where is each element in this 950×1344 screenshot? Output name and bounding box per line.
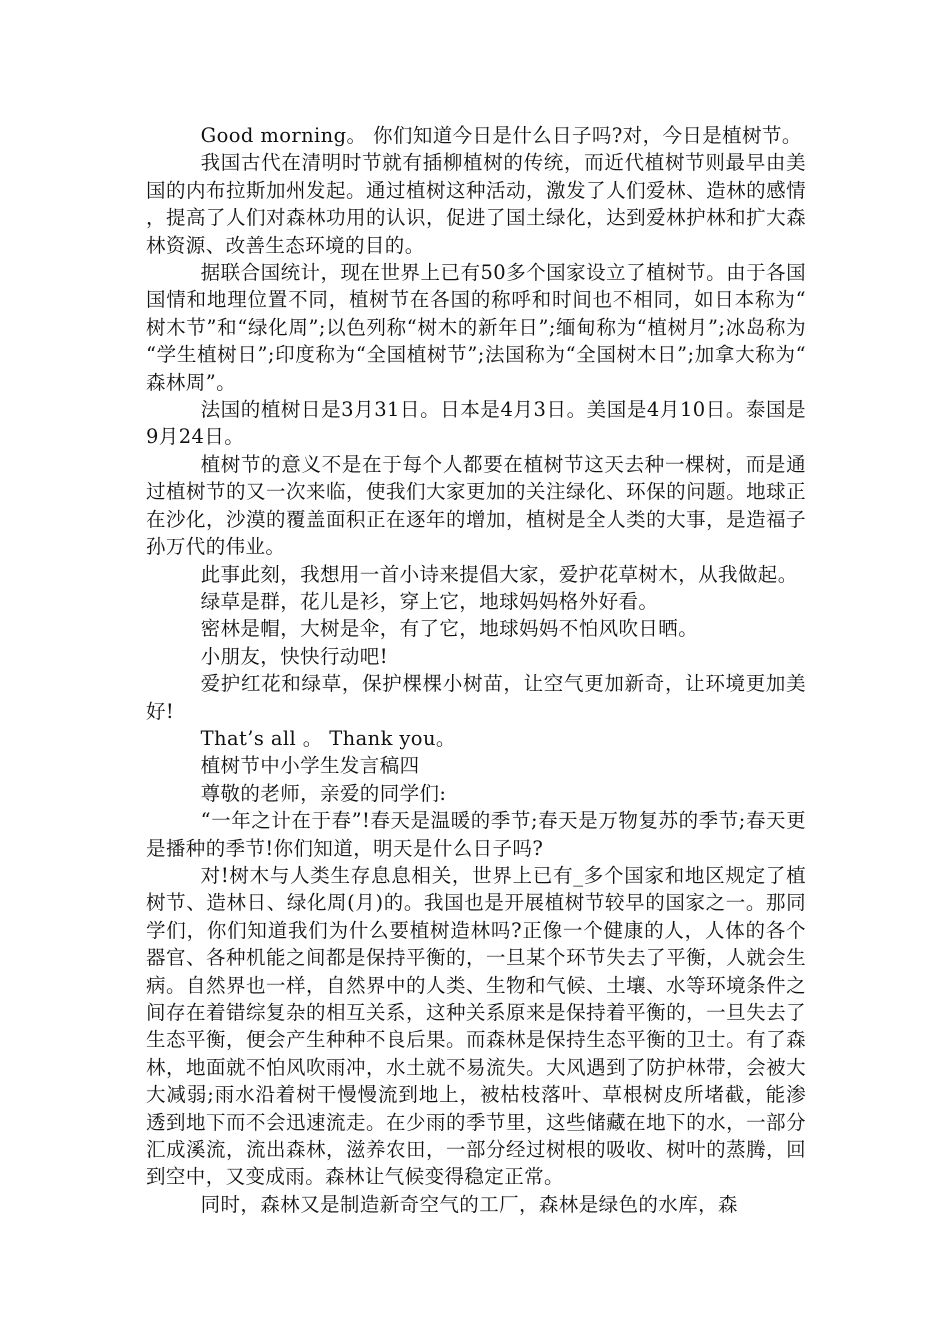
paragraph-forest-air: 同时，森林又是制造新奇空气的工厂，森林是绿色的水库，森 [200, 1192, 738, 1216]
section-title: 植树节中小学生发言稿四 [200, 754, 420, 778]
poem-line: 爱护红花和绿草，保护棵棵小树苗，让空气更加新奇，让环境更加美好! [146, 672, 806, 723]
poem-line: 绿草是群，花儿是衫，穿上它，地球妈妈格外好看。 [200, 589, 659, 613]
paragraph-forest-balance: 对!树木与人类生存息息相关，世界上已有_多个国家和地区规定了植树节、造林日、绿化周(月)的。我国也是开展植树节较早的国家之一。那同学们，你们知道我们为什么要植树造林吗?正像一个健康的人，人体的各个器官、各种机能之间都是保持平衡的，一旦某个环节失去了平衡，人就会生病。自然界也一样，自然界中的人类、生物和气候、土壤、水等环境条件之间存在着错综复杂的相互关系，这种关系原来是保持着平衡的，一旦失去了生态平衡，便会产生种种不良后果。而森林是保持生态平衡的卫士。有了森林，地面就不怕风吹雨冲，水土就不易流失。大风遇到了防护林带，会被大大减弱;雨水沿着树干慢慢流到地上，被枯枝落叶、草根树皮所堵截，能渗透到地下而不会迅速流走。在少雨的季节里，这些储藏在地下的水，一部分汇成溪流，流出森林，滋养农田，一部分经过树根的吸收、树叶的蒸腾，回到空中，又变成雨。森林让气候变得稳定正常。 [146, 863, 806, 1189]
poem-line: 小朋友，快快行动吧! [200, 644, 388, 668]
paragraph-closing: That’s all 。 Thank you。 [200, 726, 456, 750]
paragraph-dates: 法国的植树日是3月31日。日本是4月3日。美国是4月10日。泰国是9月24日。 [146, 398, 806, 449]
paragraph-meaning: 植树节的意义不是在于每个人都要在植树节这天去种一棵树，而是通过植树节的又一次来临，使我们大家更加的关注绿化、环保的问题。地球正在沙化，沙漠的覆盖面积正在逐年的增加，植树是全人类的大事，是造福子孙万代的伟业。 [146, 452, 806, 559]
paragraph-history: 我国古代在清明时节就有插柳植树的传统，而近代植树节则最早由美国的内布拉斯加州发起。通过植树这种活动，激发了人们爱林、造林的感情，提高了人们对森林功用的认识，促进了国土绿化，达到爱林护林和扩大森林资源、改善生态环境的目的。 [146, 151, 806, 257]
paragraph-spring: “一年之计在于春”!春天是温暖的季节;春天是万物复苏的季节;春天更是播种的季节!你们知道，明天是什么日子吗? [146, 809, 806, 860]
document-body [146, 122, 806, 1218]
salutation: 尊敬的老师，亲爱的同学们: [200, 781, 447, 805]
paragraph-poem-intro: 此事此刻，我想用一首小诗来提倡大家，爱护花草树木，从我做起。 [200, 562, 798, 586]
paragraph-statistics: 据联合国统计，现在世界上已有50多个国家设立了植树节。由于各国国情和地理位置不同，植树节在各国的称呼和时间也不相同，如日本称为“树木节”和“绿化周”;以色列称“树木的新年日”;缅甸称为“植树月”;冰岛称为“学生植树日”;印度称为“全国植树节”;法国称为“全国树木日”;加拿大称为“森林周”。 [146, 261, 806, 394]
poem-line: 密林是帽，大树是伞，有了它，地球妈妈不怕风吹日晒。 [200, 617, 699, 641]
paragraph-greeting: Good morning。 你们知道今日是什么日子吗?对，今日是植树节。 [200, 124, 802, 147]
